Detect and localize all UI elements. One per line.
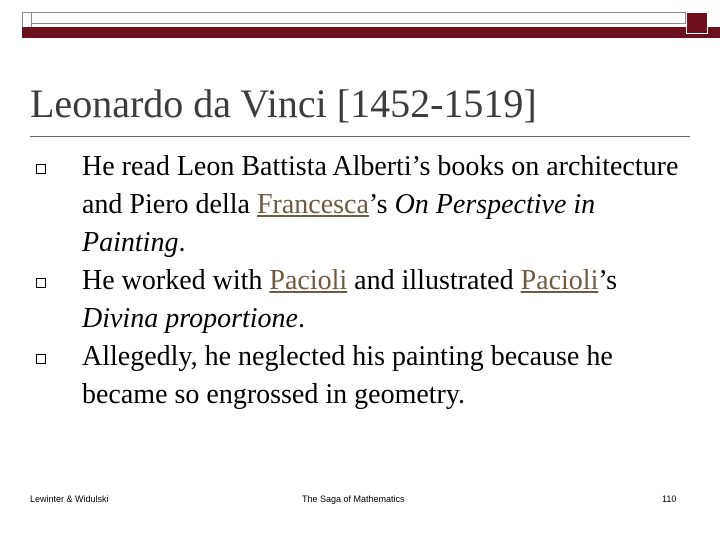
hollow-square-bullet-icon — [36, 354, 46, 364]
bullet-text — [82, 151, 678, 258]
text-run: . — [297, 303, 305, 334]
bullet-item — [30, 262, 680, 338]
text-run: ’s — [368, 189, 395, 220]
link-francesca[interactable]: Francesca — [256, 189, 369, 220]
bullet-item — [30, 148, 680, 262]
bullet-text — [82, 265, 617, 334]
right-square-decoration — [686, 12, 708, 34]
footer-book-title: The Saga of Mathematics — [302, 494, 405, 504]
text-run: He worked with — [82, 265, 270, 296]
footer-author: Lewinter & Widulski — [30, 494, 109, 504]
top-maroon-strip — [22, 27, 720, 38]
text-run: Allegedly, he neglected his painting because he became so engrossed in geometry. — [82, 341, 613, 410]
hollow-square-bullet-icon — [36, 278, 46, 288]
bullet-text — [82, 341, 613, 410]
text-run: He read Leon Battista Alberti’s books on architecture and Piero della — [82, 151, 679, 220]
slide-title: Leonardo da Vinci [1452-1519] — [30, 81, 537, 126]
bullet-list — [30, 148, 680, 414]
text-run: ’s — [598, 265, 618, 296]
book-title: On Perspective in Painting — [82, 189, 596, 258]
text-run: and illustrated — [347, 265, 521, 296]
top-grey-strip — [22, 12, 686, 24]
page-number: 110 — [662, 494, 677, 504]
hollow-square-bullet-icon — [36, 164, 46, 174]
bullet-item — [30, 338, 680, 414]
book-title: Divina proportione — [82, 303, 298, 334]
text-run: . — [178, 227, 186, 258]
link-pacioli[interactable]: Pacioli — [520, 265, 599, 296]
slide-top-decoration — [0, 0, 720, 44]
title-divider — [30, 136, 690, 137]
link-pacioli[interactable]: Pacioli — [269, 265, 348, 296]
